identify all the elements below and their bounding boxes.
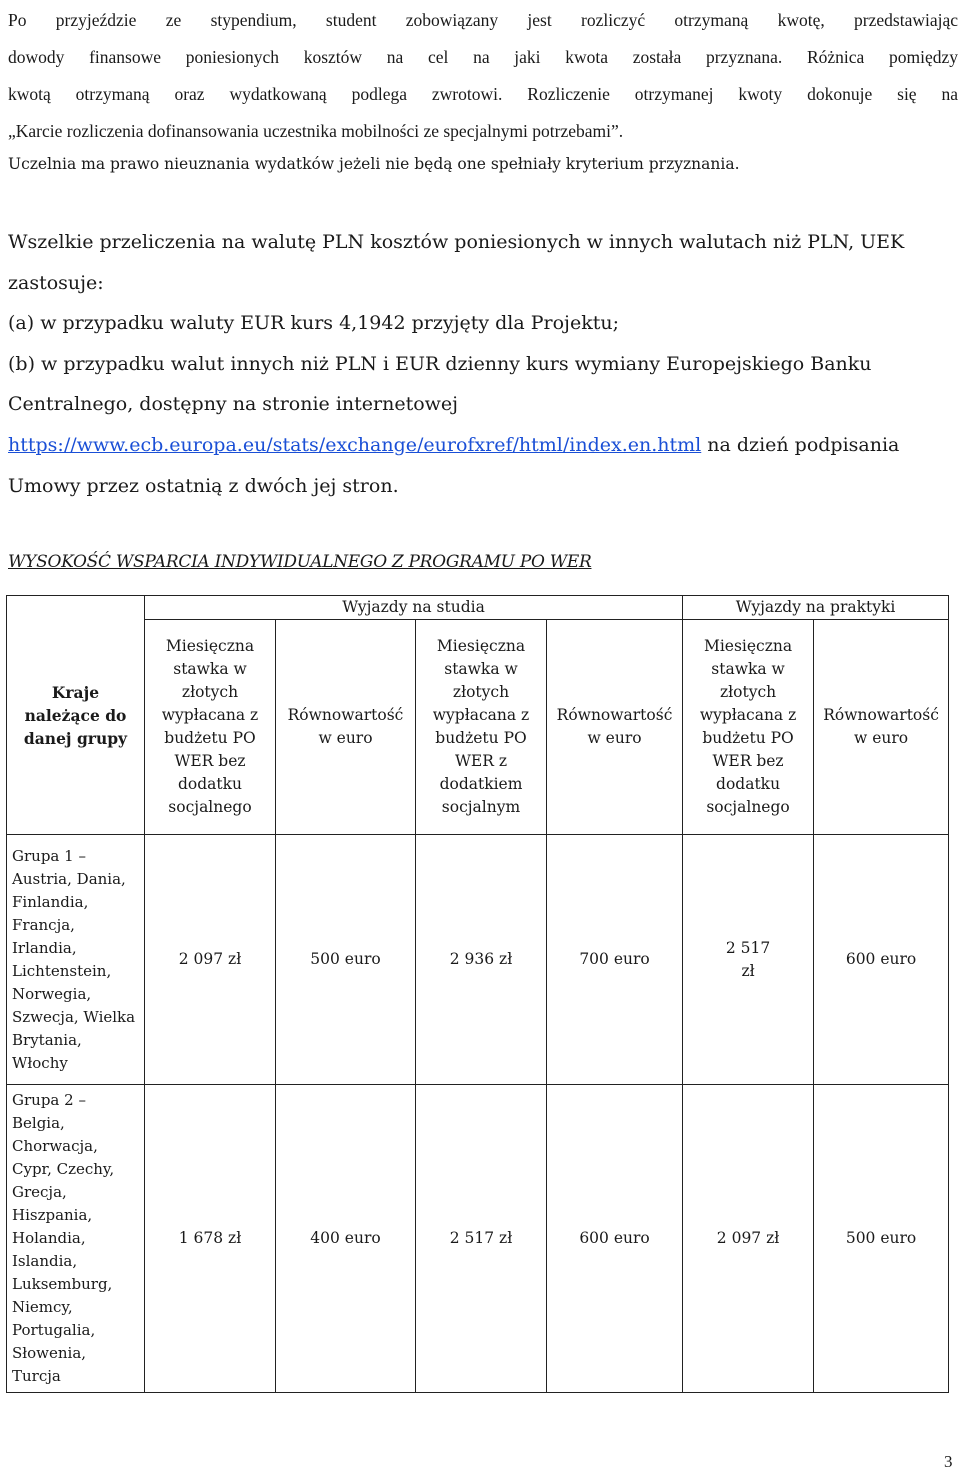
ecb-exchange-link[interactable]: https://www.ecb.europa.eu/stats/exchange/eurofxref/html/index.en.html (8, 433, 702, 456)
header-countries: Kraje należące do danej grupy (7, 596, 145, 835)
acceptance-note: Uczelnia ma prawo nieuznania wydatków jeżeli nie będą one spełniały kryterium przyznania. (8, 155, 740, 173)
cell-studies-eur-social: 700 euro (547, 835, 683, 1085)
header-intern-rate: Miesięczna stawka w złotych wypłacana z budżetu PO WER bez dodatku socjalnego (683, 620, 814, 835)
paragraph-line: dowody finansowe poniesionych kosztów na cel na jaki kwota została przyznana. Różnica pomiędzy (8, 47, 958, 67)
cell-studies-pln: 2 097 zł (145, 835, 276, 1085)
section-title: WYSOKOŚĆ WSPARCIA INDYWIDUALNEGO Z PROGRAMU PO WER (8, 552, 592, 572)
support-rates-table (6, 595, 949, 1393)
settlement-paragraph (8, 2, 958, 150)
cell-studies-pln-social: 2 517 zł (416, 1085, 547, 1393)
header-studies-rate: Miesięczna stawka w złotych wypłacana z budżetu PO WER bez dodatku socjalnego (145, 620, 276, 835)
conversion-item-b-start: (b) w przypadku walut innych niż PLN i EUR dzienny kurs wymiany Europejskiego Banku Centralnego, dostępny na stronie internetowej (8, 352, 872, 416)
conversion-intro: Wszelkie przeliczenia na walutę PLN kosztów poniesionych w innych walutach niż PLN, UEK zastosuje: (8, 231, 905, 294)
conversion-item-a: (a) w przypadku waluty EUR kurs 4,1942 przyjęty dla Projektu; (8, 312, 619, 335)
cell-intern-eur: 600 euro (814, 835, 949, 1085)
countries-group-1: Grupa 1 – Austria, Dania, Finlandia, Francja, Irlandia, Lichtenstein, Norwegia, Szwecja, Wielka Brytania, Włochy (7, 835, 145, 1085)
header-studies-rate-social: Miesięczna stawka w złotych wypłacana z budżetu PO WER z dodatkiem socjalnym (416, 620, 547, 835)
paragraph-line: Po przyjeździe ze stypendium, student zobowiązany jest rozliczyć otrzymaną kwotę, przedstawiając (8, 10, 958, 30)
countries-group-2: Grupa 2 – Belgia, Chorwacja, Cypr, Czechy, Grecja, Hiszpania, Holandia, Islandia, Luksemburg, Niemcy, Portugalia, Słowenia, Turcja (7, 1085, 145, 1393)
table-row (7, 835, 949, 1085)
cell-studies-eur: 500 euro (276, 835, 416, 1085)
cell-intern-eur: 500 euro (814, 1085, 949, 1393)
cell-intern-pln: 2 517 zł (683, 835, 814, 1085)
cell-intern-pln: 2 097 zł (683, 1085, 814, 1393)
cell-studies-pln-social: 2 936 zł (416, 835, 547, 1085)
conversion-item-b-end: na dzień podpisania Umowy przez ostatnią z dwóch jej stron. (8, 433, 900, 497)
paragraph-line: kwotą otrzymaną oraz wydatkowaną podlega zwrotowi. Rozliczenie otrzymanej kwoty dokonuje się na (8, 84, 958, 104)
conversion-item-b (8, 344, 953, 506)
paragraph-line: „Karcie rozliczenia dofinansowania uczestnika mobilności ze specjalnymi potrzebami”. (8, 121, 624, 141)
header-intern-equiv: Równowartość w euro (814, 620, 949, 835)
cell-studies-pln: 1 678 zł (145, 1085, 276, 1393)
table-row (7, 1085, 949, 1393)
header-studies-equiv-social: Równowartość w euro (547, 620, 683, 835)
header-studies-equiv: Równowartość w euro (276, 620, 416, 835)
header-internships-group: Wyjazdy na praktyki (683, 596, 949, 620)
currency-conversion-paragraph (8, 222, 953, 506)
cell-studies-eur: 400 euro (276, 1085, 416, 1393)
table-subheader-row (7, 620, 949, 835)
table-header-row (7, 596, 949, 620)
cell-studies-eur-social: 600 euro (547, 1085, 683, 1393)
header-studies-group: Wyjazdy na studia (145, 596, 683, 620)
page-number: 3 (944, 1452, 953, 1471)
